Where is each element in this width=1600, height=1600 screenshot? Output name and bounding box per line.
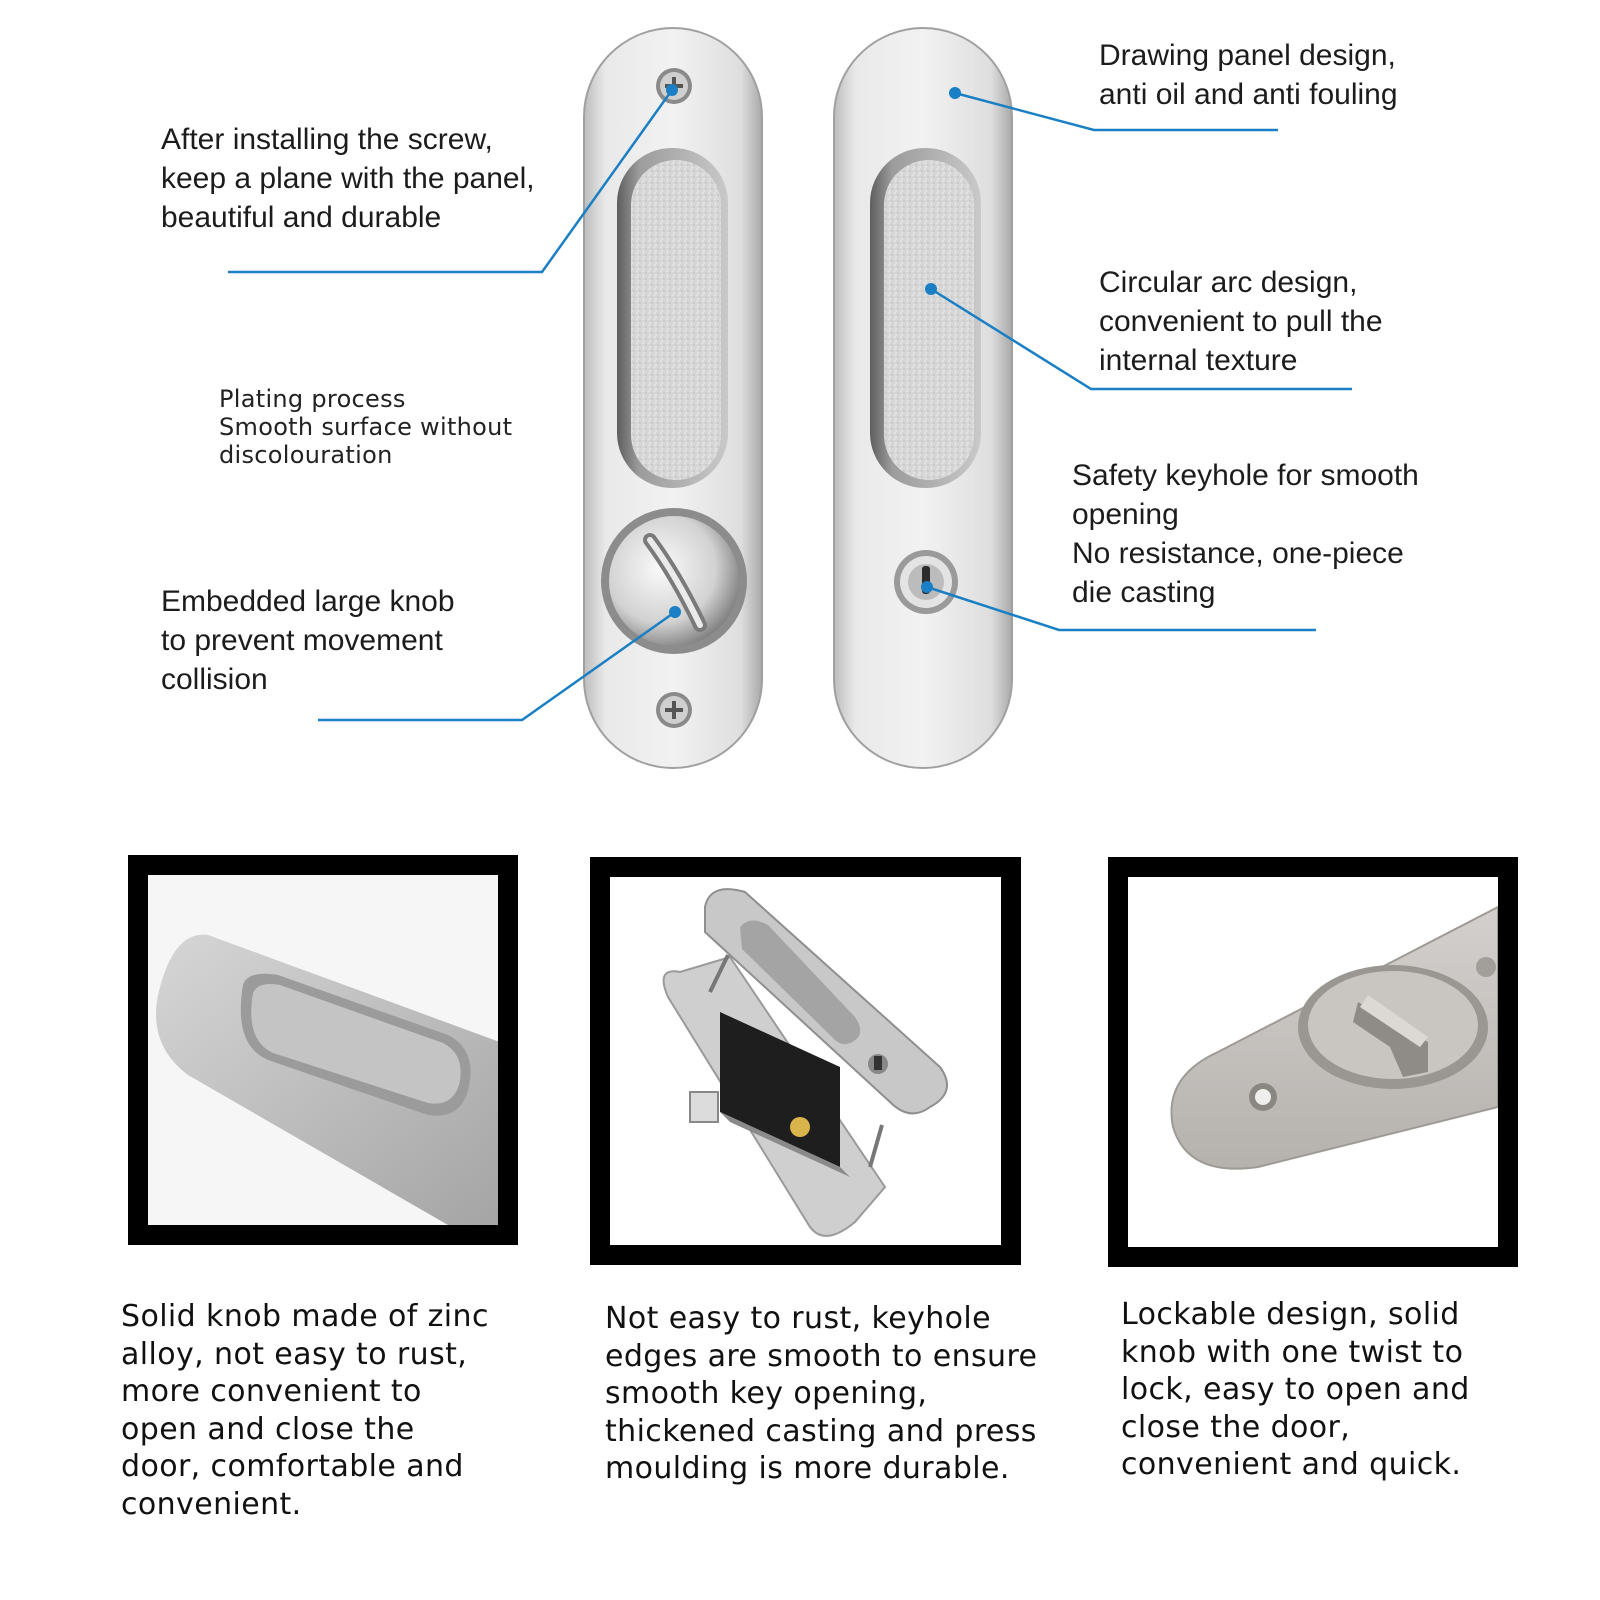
callout-arc: Circular arc design, convenient to pull the internal texture <box>1099 266 1383 377</box>
callout-plating: Plating process Smooth surface without discolouration <box>219 385 513 469</box>
lock-body-photo <box>610 877 1001 1245</box>
knob-closeup-photo <box>1128 877 1498 1247</box>
handle-closeup-photo <box>148 875 498 1225</box>
callout-panel: Drawing panel design, anti oil and anti fouling <box>1099 39 1398 111</box>
callout-keyhole: Safety keyhole for smooth opening No resistance, one-piece die casting <box>1072 459 1419 609</box>
callout-knob: Embedded large knob to prevent movement collision <box>161 585 455 696</box>
photo-frame-1 <box>128 855 518 1245</box>
photo-frame-2 <box>590 857 1021 1265</box>
caption-2: Not easy to rust, keyhole edges are smooth to ensure smooth key opening, thickened casting and press moulding is more durable. <box>605 1301 1038 1486</box>
caption-3: Lockable design, solid knob with one twist to lock, easy to open and close the door, convenient and quick. <box>1121 1297 1470 1482</box>
caption-1: Solid knob made of zinc alloy, not easy to rust, more convenient to open and close the door, comfortable and convenient. <box>121 1299 489 1522</box>
right-handle <box>834 28 1012 768</box>
callout-screw: After installing the screw, keep a plane with the panel, beautiful and durable <box>161 123 535 234</box>
photo-frame-3 <box>1108 857 1518 1267</box>
